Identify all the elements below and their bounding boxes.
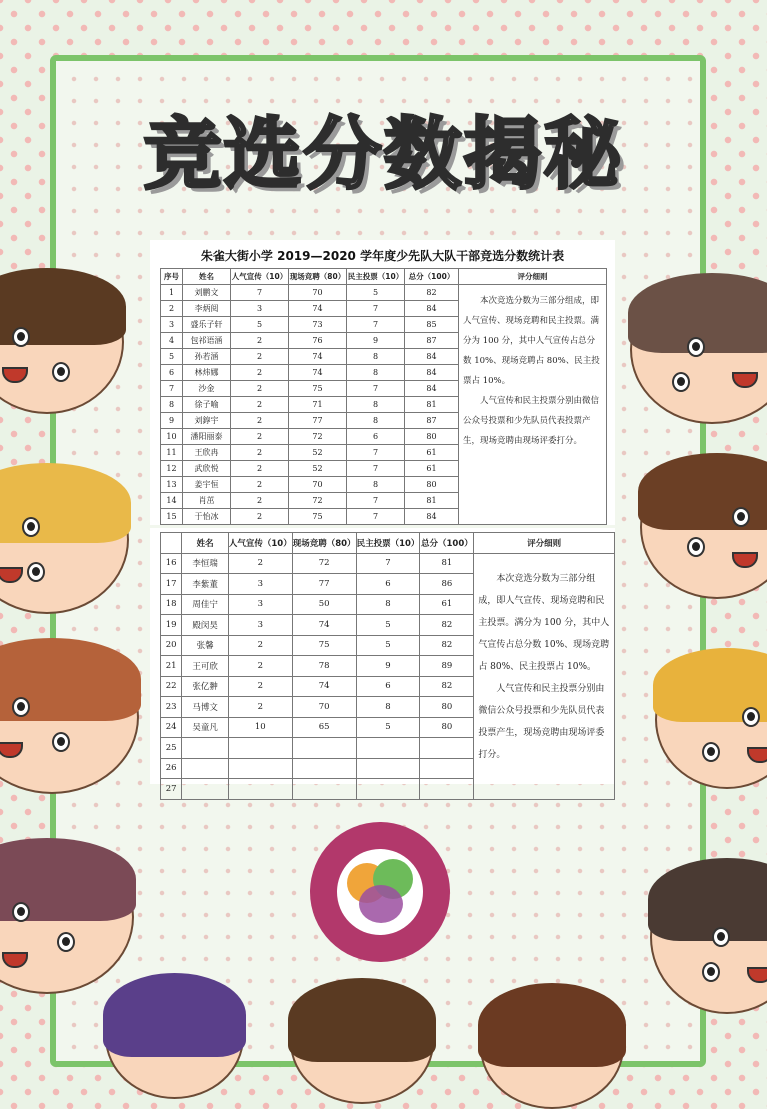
table-header-row	[161, 269, 607, 285]
cell-popularity: 2	[231, 333, 289, 349]
cell-vote: 6	[356, 574, 420, 595]
cell-total: 86	[420, 574, 474, 595]
cell-onsite: 75	[289, 381, 347, 397]
cell-vote: 8	[356, 594, 420, 615]
cell-onsite: 70	[289, 477, 347, 493]
cell-onsite: 74	[289, 365, 347, 381]
cell-onsite	[292, 758, 356, 779]
cell-index: 9	[161, 413, 183, 429]
cell-popularity: 2	[228, 553, 292, 574]
scoring-rules-cell	[459, 285, 607, 525]
cell-onsite: 76	[289, 333, 347, 349]
table-row	[161, 285, 607, 301]
logo-ring-text	[310, 822, 450, 962]
cell-name: 姜宇恒	[183, 477, 231, 493]
cell-name: 周佳宁	[182, 594, 229, 615]
cell-vote	[356, 758, 420, 779]
cartoon-kid-bottom-3	[480, 985, 624, 1109]
cell-index: 22	[161, 676, 182, 697]
cell-popularity: 2	[228, 635, 292, 656]
cell-onsite: 70	[292, 697, 356, 718]
cell-onsite: 74	[289, 301, 347, 317]
header-index: 序号	[161, 269, 183, 285]
cell-name: 徐子喻	[183, 397, 231, 413]
score-sheet-part2	[150, 528, 615, 794]
header-rules: 评分细则	[459, 269, 607, 285]
cell-name: 张馨	[182, 635, 229, 656]
cell-total: 85	[405, 317, 459, 333]
cell-index: 5	[161, 349, 183, 365]
cartoon-kid-bottom-2	[290, 980, 434, 1104]
score-sheet-part1	[150, 240, 615, 525]
cell-total: 84	[405, 381, 459, 397]
cell-index: 3	[161, 317, 183, 333]
cell-index: 16	[161, 553, 182, 574]
cell-name: 吴童凡	[182, 717, 229, 738]
header-onsite: 现场竞聘（80）	[292, 533, 356, 554]
cell-name: 王可欣	[182, 656, 229, 677]
cell-onsite	[292, 738, 356, 759]
cell-index: 24	[161, 717, 182, 738]
cell-total: 82	[420, 615, 474, 636]
cell-index: 17	[161, 574, 182, 595]
cell-vote: 7	[347, 493, 405, 509]
cell-vote: 8	[347, 477, 405, 493]
cell-vote: 7	[347, 301, 405, 317]
cell-total	[420, 779, 474, 800]
cell-onsite: 78	[292, 656, 356, 677]
header-total: 总分（100）	[420, 533, 474, 554]
cell-index: 11	[161, 445, 183, 461]
cell-name: 李恒瑞	[182, 553, 229, 574]
header-onsite: 现场竞聘（80）	[289, 269, 347, 285]
sheet-title: 朱雀大街小学 2019—2020 学年度少先队大队干部竞选分数统计表	[200, 249, 565, 263]
cell-name	[182, 779, 229, 800]
cell-popularity: 2	[231, 381, 289, 397]
cell-total: 80	[420, 697, 474, 718]
cell-vote: 6	[347, 429, 405, 445]
cell-onsite: 52	[289, 445, 347, 461]
cell-total	[420, 738, 474, 759]
cell-total: 80	[405, 429, 459, 445]
cell-onsite: 52	[289, 461, 347, 477]
cell-popularity: 5	[231, 317, 289, 333]
cell-popularity: 2	[228, 697, 292, 718]
cell-onsite: 73	[289, 317, 347, 333]
cell-vote: 7	[347, 381, 405, 397]
cell-popularity: 2	[231, 493, 289, 509]
header-total: 总分（100）	[405, 269, 459, 285]
cell-popularity: 2	[231, 509, 289, 525]
cell-total: 84	[405, 509, 459, 525]
school-logo	[310, 822, 450, 962]
cell-index: 23	[161, 697, 182, 718]
cell-popularity: 3	[228, 594, 292, 615]
cell-name: 殿闵昊	[182, 615, 229, 636]
cell-vote: 7	[347, 509, 405, 525]
cell-vote: 8	[347, 365, 405, 381]
cell-popularity: 3	[231, 301, 289, 317]
cell-total: 87	[405, 333, 459, 349]
cell-vote	[356, 738, 420, 759]
cell-index: 19	[161, 615, 182, 636]
cell-name: 王欣冉	[183, 445, 231, 461]
cell-total: 87	[405, 413, 459, 429]
cell-vote: 8	[347, 413, 405, 429]
cell-vote: 8	[356, 697, 420, 718]
cell-popularity: 2	[231, 445, 289, 461]
cell-popularity	[228, 738, 292, 759]
cell-index: 7	[161, 381, 183, 397]
cell-popularity: 2	[231, 477, 289, 493]
score-table-part2	[160, 532, 615, 800]
cell-name: 于怡冰	[183, 509, 231, 525]
cell-index: 14	[161, 493, 183, 509]
cell-popularity: 2	[231, 413, 289, 429]
cell-index: 8	[161, 397, 183, 413]
table-row	[161, 553, 615, 574]
cell-vote	[356, 779, 420, 800]
cell-onsite: 75	[289, 509, 347, 525]
cell-onsite: 77	[289, 413, 347, 429]
cell-name: 马博文	[182, 697, 229, 718]
cell-name: 肖茁	[183, 493, 231, 509]
cell-index: 2	[161, 301, 183, 317]
cell-name: 武欣悦	[183, 461, 231, 477]
cell-index: 27	[161, 779, 182, 800]
cell-onsite: 74	[292, 676, 356, 697]
cell-index: 1	[161, 285, 183, 301]
cell-name: 刘錞宇	[183, 413, 231, 429]
cell-total	[420, 758, 474, 779]
scoring-rule-paragraph: 人气宣传和民主投票分别由微信公众号投票和少先队员代表投票产生，现场竞聘由现场评委打分。	[478, 683, 605, 760]
cell-name: 包祁语涵	[183, 333, 231, 349]
cell-vote: 7	[347, 317, 405, 333]
cell-vote: 9	[356, 656, 420, 677]
header-rules: 评分细则	[474, 533, 615, 554]
cell-index: 25	[161, 738, 182, 759]
cell-name	[182, 758, 229, 779]
cell-total: 81	[420, 553, 474, 574]
cell-index: 4	[161, 333, 183, 349]
cell-popularity	[228, 758, 292, 779]
cell-index: 10	[161, 429, 183, 445]
cell-vote: 5	[356, 717, 420, 738]
cell-total: 84	[405, 349, 459, 365]
cell-total: 81	[405, 397, 459, 413]
cell-popularity	[228, 779, 292, 800]
cell-popularity: 3	[228, 615, 292, 636]
cell-name: 盛乐子轩	[183, 317, 231, 333]
scoring-rule-paragraph: 本次竞选分数为三部分组成，即人气宣传、现场竞聘和民主投票。满分为 100 分，其中人气宣传占总分数 10%、现场竞聘占 80%、民主投票占 10%。	[478, 573, 610, 672]
scoring-rules-cell	[474, 553, 615, 799]
cell-vote: 5	[347, 285, 405, 301]
cell-name: 林炜娜	[183, 365, 231, 381]
cell-name: 李炳阅	[183, 301, 231, 317]
cell-index: 26	[161, 758, 182, 779]
cell-total: 82	[405, 285, 459, 301]
cell-popularity: 7	[231, 285, 289, 301]
cell-popularity: 2	[231, 461, 289, 477]
cell-vote: 8	[347, 397, 405, 413]
cell-total: 84	[405, 365, 459, 381]
cell-onsite: 72	[289, 429, 347, 445]
cell-popularity: 2	[228, 676, 292, 697]
score-table-part1	[160, 268, 607, 525]
cell-name: 沙金	[183, 381, 231, 397]
cell-vote: 9	[347, 333, 405, 349]
scoring-rule-paragraph: 人气宣传和民主投票分别由微信公众号投票和少先队员代表投票产生，现场竞聘由现场评委打分。	[463, 396, 600, 446]
scoring-rule-paragraph: 本次竞选分数为三部分组成，即人气宣传、现场竞聘和民主投票。满分为 100 分，其中人气宣传占总分数 10%、现场竞聘占 80%、民主投票占 10%。	[463, 296, 600, 386]
cell-index: 13	[161, 477, 183, 493]
cell-name: 张亿翀	[182, 676, 229, 697]
cell-vote: 5	[356, 615, 420, 636]
cell-total: 61	[405, 461, 459, 477]
cell-onsite: 71	[289, 397, 347, 413]
header-vote: 民主投票（10）	[347, 269, 405, 285]
cell-index: 21	[161, 656, 182, 677]
cell-popularity: 2	[231, 429, 289, 445]
cell-onsite: 65	[292, 717, 356, 738]
cell-total: 82	[420, 635, 474, 656]
cell-popularity: 2	[231, 397, 289, 413]
cell-onsite: 72	[289, 493, 347, 509]
cell-name: 刘鹏文	[183, 285, 231, 301]
cell-vote: 7	[356, 553, 420, 574]
header-vote: 民主投票（10）	[356, 533, 420, 554]
cartoon-kid-bottom-1	[105, 975, 244, 1099]
cell-popularity: 2	[228, 656, 292, 677]
cell-total: 61	[405, 445, 459, 461]
cell-index: 6	[161, 365, 183, 381]
cell-onsite: 77	[292, 574, 356, 595]
header-popularity: 人气宣传（10）	[228, 533, 292, 554]
header-name: 姓名	[182, 533, 229, 554]
cell-vote: 5	[356, 635, 420, 656]
cell-index: 12	[161, 461, 183, 477]
table-header-row	[161, 533, 615, 554]
header-index	[161, 533, 182, 554]
cell-total: 82	[420, 676, 474, 697]
cell-total: 80	[405, 477, 459, 493]
cell-onsite: 72	[292, 553, 356, 574]
cell-index: 18	[161, 594, 182, 615]
cell-onsite: 74	[292, 615, 356, 636]
cell-popularity: 2	[231, 365, 289, 381]
cell-name	[182, 738, 229, 759]
cell-vote: 8	[347, 349, 405, 365]
cell-vote: 7	[347, 445, 405, 461]
cell-vote: 6	[356, 676, 420, 697]
header-name: 姓名	[183, 269, 231, 285]
cell-name: 潘阳丽泰	[183, 429, 231, 445]
cell-name: 李紫董	[182, 574, 229, 595]
cell-popularity: 10	[228, 717, 292, 738]
cell-vote: 7	[347, 461, 405, 477]
cell-total: 80	[420, 717, 474, 738]
cell-total: 61	[420, 594, 474, 615]
cell-total: 89	[420, 656, 474, 677]
cell-onsite: 74	[289, 349, 347, 365]
cell-onsite: 75	[292, 635, 356, 656]
cell-total: 84	[405, 301, 459, 317]
cell-index: 15	[161, 509, 183, 525]
cell-name: 孙若涵	[183, 349, 231, 365]
poster-title: 竞选分数揭秘	[143, 110, 624, 200]
cell-onsite	[292, 779, 356, 800]
cell-popularity: 3	[228, 574, 292, 595]
cell-total: 81	[405, 493, 459, 509]
header-popularity: 人气宣传（10）	[231, 269, 289, 285]
cell-onsite: 50	[292, 594, 356, 615]
cell-index: 20	[161, 635, 182, 656]
cell-popularity: 2	[231, 349, 289, 365]
cell-onsite: 70	[289, 285, 347, 301]
